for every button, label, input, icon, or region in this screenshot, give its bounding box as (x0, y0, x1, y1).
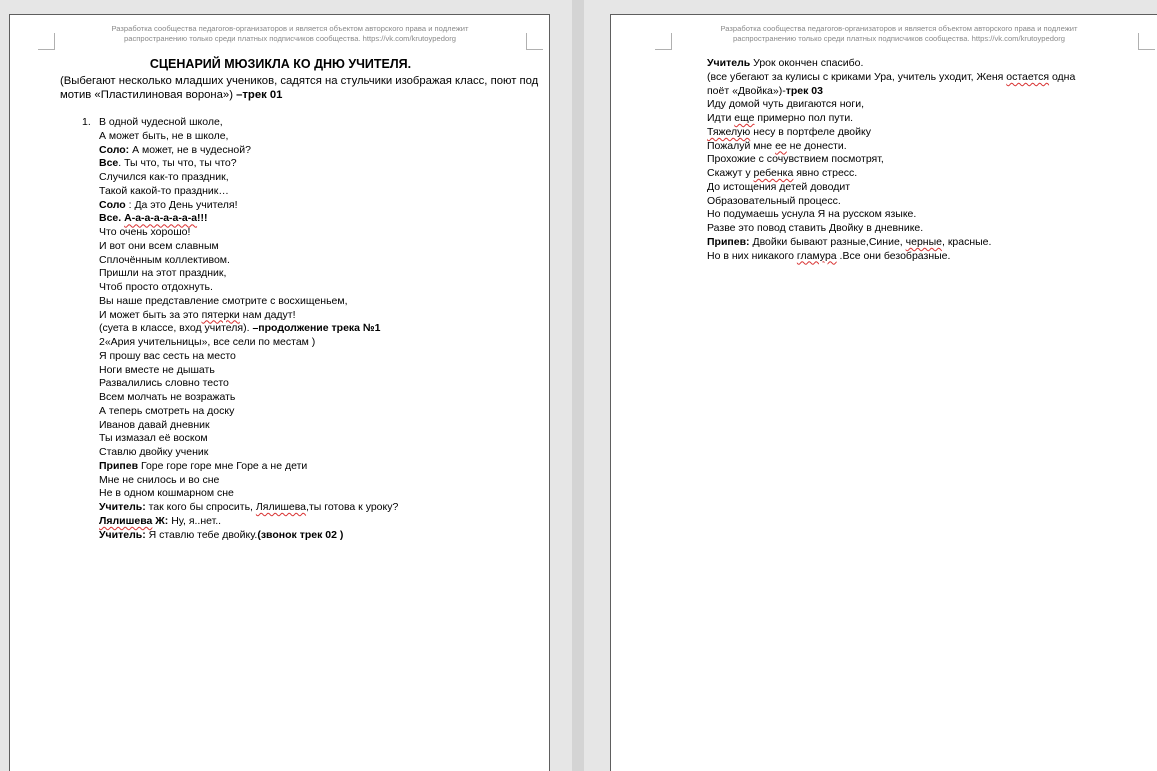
text-run: явно стресс. (793, 167, 858, 179)
text-line (707, 195, 1075, 209)
text-line (707, 112, 1075, 126)
text-run: (суета в классе, вход учителя). (99, 322, 253, 335)
text-line (99, 295, 398, 309)
text-line (99, 144, 398, 158)
text-line (99, 116, 398, 130)
text-run: А теперь смотреть на доску (99, 404, 235, 417)
text-line (99, 419, 398, 433)
text-run: ,ты готова к уроку? (306, 501, 399, 513)
text-line (99, 529, 398, 543)
bold-text: Ж: (152, 514, 169, 527)
text-run: так кого бы спросить, (145, 501, 256, 513)
document-title: СЦЕНАРИЙ МЮЗИКЛА КО ДНЮ УЧИТЕЛЯ. (149, 57, 412, 71)
text-run: черные (905, 235, 942, 248)
text-run: поёт «Двойка»)- (707, 84, 786, 97)
intro-text: (Выбегают несколько младших учеников, садятся на стульчики изображая класс, поют под мотив «Пластилиновая ворона») (60, 75, 539, 101)
text-run: Прохожие с сочувствием посмотрят, (707, 153, 884, 166)
text-run: Ноги вместе не дышать (99, 363, 215, 376)
text-line (707, 236, 1075, 250)
margin-corner-mark (38, 33, 55, 50)
text-run: Пожалуй мне (707, 139, 776, 152)
text-run: примерно пол пути. (754, 112, 854, 124)
bold-text: Лялишева (99, 514, 153, 527)
text-line (99, 309, 398, 323)
text-line (707, 250, 1075, 264)
text-run: И вот они всем славным (99, 239, 219, 252)
text-line (99, 281, 398, 295)
bold-text: Учитель: (99, 501, 146, 513)
text-run: Что очень хорошо! (99, 226, 191, 238)
bold-text: А-а-а-а-а-а-а-а (124, 212, 198, 225)
text-run: Скажут у (707, 167, 754, 179)
text-run: Такой какой-то праздник… (99, 184, 229, 197)
text-run: Пришли на этот праздник, (99, 267, 227, 280)
margin-corner-mark (526, 33, 543, 50)
text-run: Иду домой чуть двигаются ноги, (707, 98, 865, 111)
text-run: Но подумаешь уснула Я на русском языке. (707, 208, 917, 221)
text-line (707, 140, 1075, 154)
text-run: Я ставлю тебе двойку. (145, 528, 258, 541)
text-line (707, 222, 1075, 236)
text-line (99, 157, 398, 171)
text-line (99, 267, 398, 281)
text-run: Тяжелую (707, 125, 751, 138)
text-line (99, 487, 398, 501)
text-line (99, 350, 398, 364)
bold-text: Припев: (707, 235, 750, 248)
text-line (99, 405, 398, 419)
text-run: Вы наше представление смотрите с восхищеньем, (99, 294, 348, 307)
text-line (99, 501, 398, 515)
margin-corner-mark (1138, 33, 1155, 50)
text-run: Ты измазал её воском (99, 432, 208, 445)
text-line (99, 336, 398, 350)
header-notice-line: Разработка сообщества педагогов-организаторов и является объектом авторского права и подлежит (111, 24, 469, 33)
text-run: Не в одном кошмарном сне (99, 487, 234, 500)
header-notice-line: Разработка сообщества педагогов-организаторов и является объектом авторского права и подлежит (720, 24, 1078, 33)
text-run: несу в портфеле двойку (750, 125, 871, 138)
text-run: Иванов давай дневник (99, 418, 210, 431)
page-header (60, 24, 520, 43)
text-run: одна (1049, 70, 1076, 83)
text-run: Мне не снилось и во сне (99, 473, 220, 486)
text-line (99, 254, 398, 268)
text-line (707, 57, 1075, 71)
text-line (99, 515, 398, 529)
text-run: Случился как-то праздник, (99, 171, 229, 183)
bold-text: трек 03 (785, 84, 823, 97)
text-line (99, 171, 398, 185)
text-line (707, 85, 1075, 99)
text-run: пятерки (201, 308, 240, 321)
text-run: Горе горе горе мне Горе а не дети (138, 459, 308, 472)
text-run: . Ты что, ты что, ты что? (118, 157, 237, 170)
lyrics-body (707, 57, 1075, 263)
text-run: .Все они безобразные. (836, 249, 951, 262)
bold-text: Учитель: (99, 528, 146, 541)
text-run: Разве это повод ставить Двойку в дневнике. (707, 222, 924, 234)
text-run: гламура (796, 249, 837, 262)
text-run: Урок окончен спасибо. (750, 57, 864, 69)
text-line (707, 181, 1075, 195)
text-run: не донести. (786, 139, 847, 152)
text-line (707, 98, 1075, 112)
text-line (99, 226, 398, 240)
header-notice-line: распространению только среди платных подписчиков сообщества. https://vk.com/krutoypedorg (733, 33, 1065, 43)
text-line (707, 167, 1075, 181)
text-run: Ну, я..нет.. (168, 514, 222, 527)
text-line (99, 474, 398, 488)
text-run: А может быть, не в школе, (99, 129, 229, 142)
text-run: остается (1006, 70, 1050, 83)
bold-text: Соло (99, 198, 126, 211)
text-line (707, 153, 1075, 167)
text-line (99, 460, 398, 474)
text-line (99, 185, 398, 199)
text-run: До истощения детей доводит (707, 180, 851, 193)
text-run: , красные. (941, 235, 992, 248)
text-run: (все убегают за кулисы с криками Ура, учитель уходит, Женя (707, 70, 1007, 83)
text-run: Двойки бывают разные,Синие, (749, 235, 906, 248)
text-line (99, 212, 398, 226)
bold-text: –продолжение трека №1 (252, 322, 381, 335)
header-notice-line: распространению только среди платных подписчиков сообщества. https://vk.com/krutoypedorg (124, 33, 456, 43)
lyrics-body (82, 116, 399, 542)
text-run: Образовательный процесс. (707, 194, 841, 207)
bold-text: Все. (99, 212, 125, 225)
text-line (707, 71, 1075, 85)
text-line (99, 240, 398, 254)
page-header (673, 24, 1125, 43)
text-run: Чтоб просто отдохнуть. (99, 281, 213, 293)
document-page-1[interactable] (9, 14, 550, 771)
text-run: : Да это День учителя! (125, 198, 238, 211)
text-line (99, 322, 398, 336)
text-line (707, 208, 1075, 222)
text-line (99, 199, 398, 213)
bold-text: !!! (197, 212, 208, 225)
text-line (99, 391, 398, 405)
document-page-2[interactable] (610, 14, 1157, 771)
stage-direction-intro (60, 75, 540, 102)
bold-text: Соло: (99, 143, 130, 156)
margin-corner-mark (655, 33, 672, 50)
text-line (99, 130, 398, 144)
text-run: ребенка (753, 167, 794, 179)
text-run: Идти (707, 112, 735, 124)
text-run: ее (775, 139, 787, 152)
text-line (707, 126, 1075, 140)
text-run: Всем молчать не возражать (99, 391, 236, 403)
list-number: 1. (82, 116, 91, 128)
text-line (99, 446, 398, 460)
bold-text: Учитель (707, 57, 751, 69)
text-run: И может быть за это (99, 308, 202, 321)
bold-text: Все (99, 157, 119, 170)
text-run: 2«Ария учительницы», все сели по местам ) (99, 336, 316, 348)
text-run: Сплочённым коллективом. (99, 253, 230, 266)
text-run: В одной чудесной школе, (99, 116, 223, 128)
text-line (99, 364, 398, 378)
text-run: нам дадут! (239, 308, 296, 321)
text-run: Лялишева (255, 501, 307, 513)
bold-text: (звонок трек 02 ) (257, 528, 344, 541)
text-run: Но в них никакого (707, 249, 797, 262)
text-run: еще (734, 112, 755, 124)
text-run: Я прошу вас сесть на место (99, 349, 236, 362)
text-line (99, 432, 398, 446)
text-run: Развалились словно тесто (99, 377, 229, 390)
page-separator-strip (572, 0, 584, 771)
bold-text: Припев (99, 459, 139, 472)
text-run: Ставлю двойку ученик (99, 446, 209, 458)
text-run: А может, не в чудесной? (129, 143, 251, 156)
text-line (99, 377, 398, 391)
intro-track-label: –трек 01 (236, 88, 283, 101)
